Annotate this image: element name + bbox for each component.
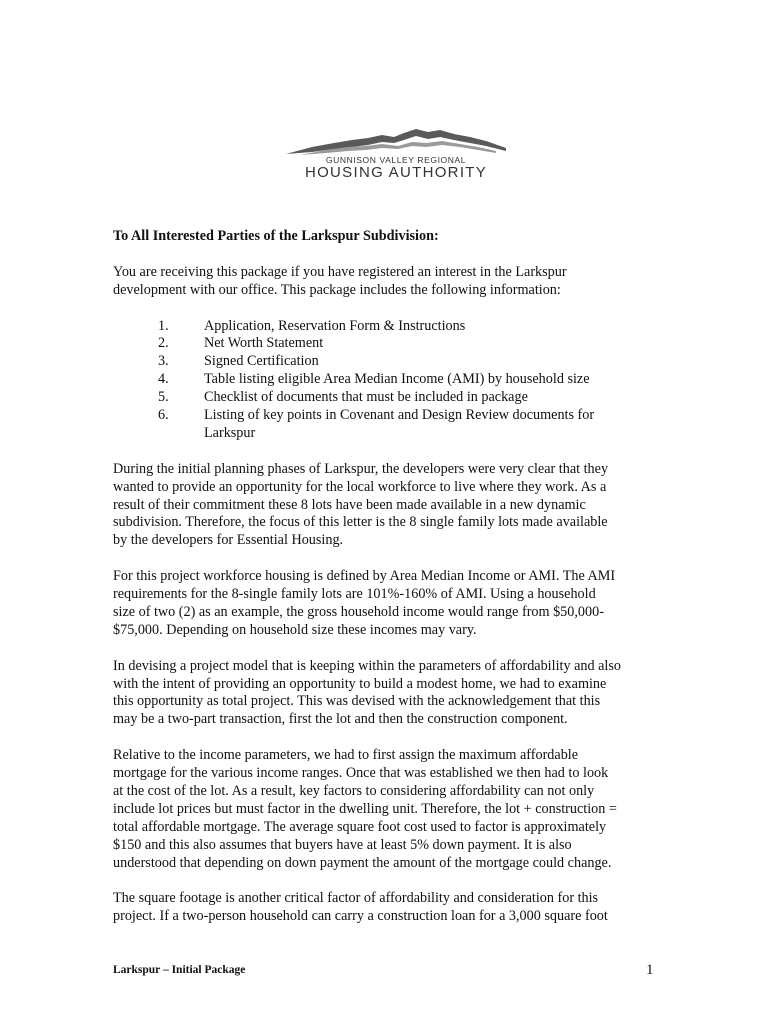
list-item-text: Signed Certification: [204, 353, 319, 370]
list-item-number: 4.: [158, 371, 169, 388]
paragraph-line: In devising a project model that is keeping within the parameters of affordability and also: [113, 657, 621, 674]
list-item-number: 1.: [158, 317, 169, 334]
paragraph-line: size of two (2) as an example, the gross household income would range from $50,000-: [113, 603, 604, 620]
list-item-number: 3.: [158, 353, 169, 370]
list-item: [113, 318, 661, 336]
paragraph-line: by the developers for Essential Housing.: [113, 532, 344, 549]
list-item-text: Application, Reservation Form & Instructions: [204, 317, 466, 334]
paragraph-line: result of their commitment these 8 lots have been made available in a new dynamic: [113, 496, 586, 513]
list-item-number: 5.: [158, 389, 169, 406]
list-item-text: Larkspur: [204, 424, 256, 441]
ami-paragraph: [113, 568, 661, 640]
paragraph-line: understood that depending on down payment the amount of the mortgage could change.: [113, 854, 612, 871]
paragraph-line: You are receiving this package if you have registered an interest in the Larkspur: [113, 263, 567, 280]
paragraph-line: with the intent of providing an opportunity to build a modest home, we had to examine: [113, 675, 607, 692]
paragraph-line: For this project workforce housing is defined by Area Median Income or AMI. The AMI: [113, 568, 616, 585]
list-item-number: 2.: [158, 335, 169, 352]
project-model-paragraph: [113, 658, 661, 730]
list-item-number: 6.: [158, 407, 169, 424]
intro-paragraph: [113, 264, 661, 300]
package-contents-list: [113, 318, 661, 443]
income-parameters-paragraph: [113, 747, 661, 872]
list-item: [113, 371, 661, 389]
page-number: 1: [646, 962, 654, 978]
paragraph-line: requirements for the 8-single family lots are 101%-160% of AMI. Using a household: [113, 586, 596, 603]
logo-org-line2: HOUSING AUTHORITY: [304, 164, 488, 181]
list-item-text: Listing of key points in Covenant and Design Review documents for: [204, 407, 595, 424]
list-item-text: Checklist of documents that must be included in package: [204, 389, 528, 406]
planning-paragraph: [113, 461, 661, 551]
list-item: [113, 407, 661, 443]
footer-document-title: Larkspur – Initial Package: [113, 964, 246, 976]
list-item-text: Table listing eligible Area Median Income (AMI) by household size: [204, 371, 590, 388]
list-item: [113, 389, 661, 407]
paragraph-line: total affordable mortgage. The average square foot cost used to factor is approximately: [113, 818, 607, 835]
housing-authority-logo: [282, 124, 510, 184]
paragraph-line: The square footage is another critical factor of affordability and consideration for this: [113, 890, 599, 907]
paragraph-line: subdivision. Therefore, the focus of this letter is the 8 single family lots made available: [113, 514, 608, 531]
paragraph-line: may be a two-part transaction, first the lot and then the construction component.: [113, 711, 568, 728]
paragraph-line: mortgage for the various income ranges. Once that was established we then had to look: [113, 765, 609, 782]
paragraph-line: include lot prices but must factor in the dwelling unit. Therefore, the lot + construction =: [113, 800, 617, 817]
paragraph-line: development with our office. This package includes the following information:: [113, 281, 561, 298]
paragraph-line: this opportunity as total project. This was devised with the acknowledgement that this: [113, 693, 601, 710]
paragraph-line: Relative to the income parameters, we had to first assign the maximum affordable: [113, 747, 579, 764]
paragraph-line: During the initial planning phases of Larkspur, the developers were very clear that they: [113, 460, 609, 477]
paragraph-line: wanted to provide an opportunity for the local workforce to live where they work. As a: [113, 478, 607, 495]
paragraph-line: $75,000. Depending on household size these incomes may vary.: [113, 621, 477, 638]
letter-heading: To All Interested Parties of the Larkspur Subdivision:: [113, 228, 439, 244]
logo-org-line1: GUNNISON VALLEY REGIONAL: [325, 155, 467, 165]
mountain-ridge-logo-icon: [282, 124, 510, 158]
paragraph-line: project. If a two-person household can carry a construction loan for a 3,000 square foot: [113, 908, 608, 925]
letter-body: [113, 228, 661, 944]
list-item: [113, 353, 661, 371]
square-footage-paragraph: [113, 890, 661, 926]
list-item-text: Net Worth Statement: [204, 335, 324, 352]
paragraph-line: at the cost of the lot. As a result, key factors to considering affordability can not only: [113, 783, 595, 799]
list-item: [113, 335, 661, 353]
paragraph-line: $150 and this also assumes that buyers have at least 5% down payment. It is also: [113, 836, 572, 853]
